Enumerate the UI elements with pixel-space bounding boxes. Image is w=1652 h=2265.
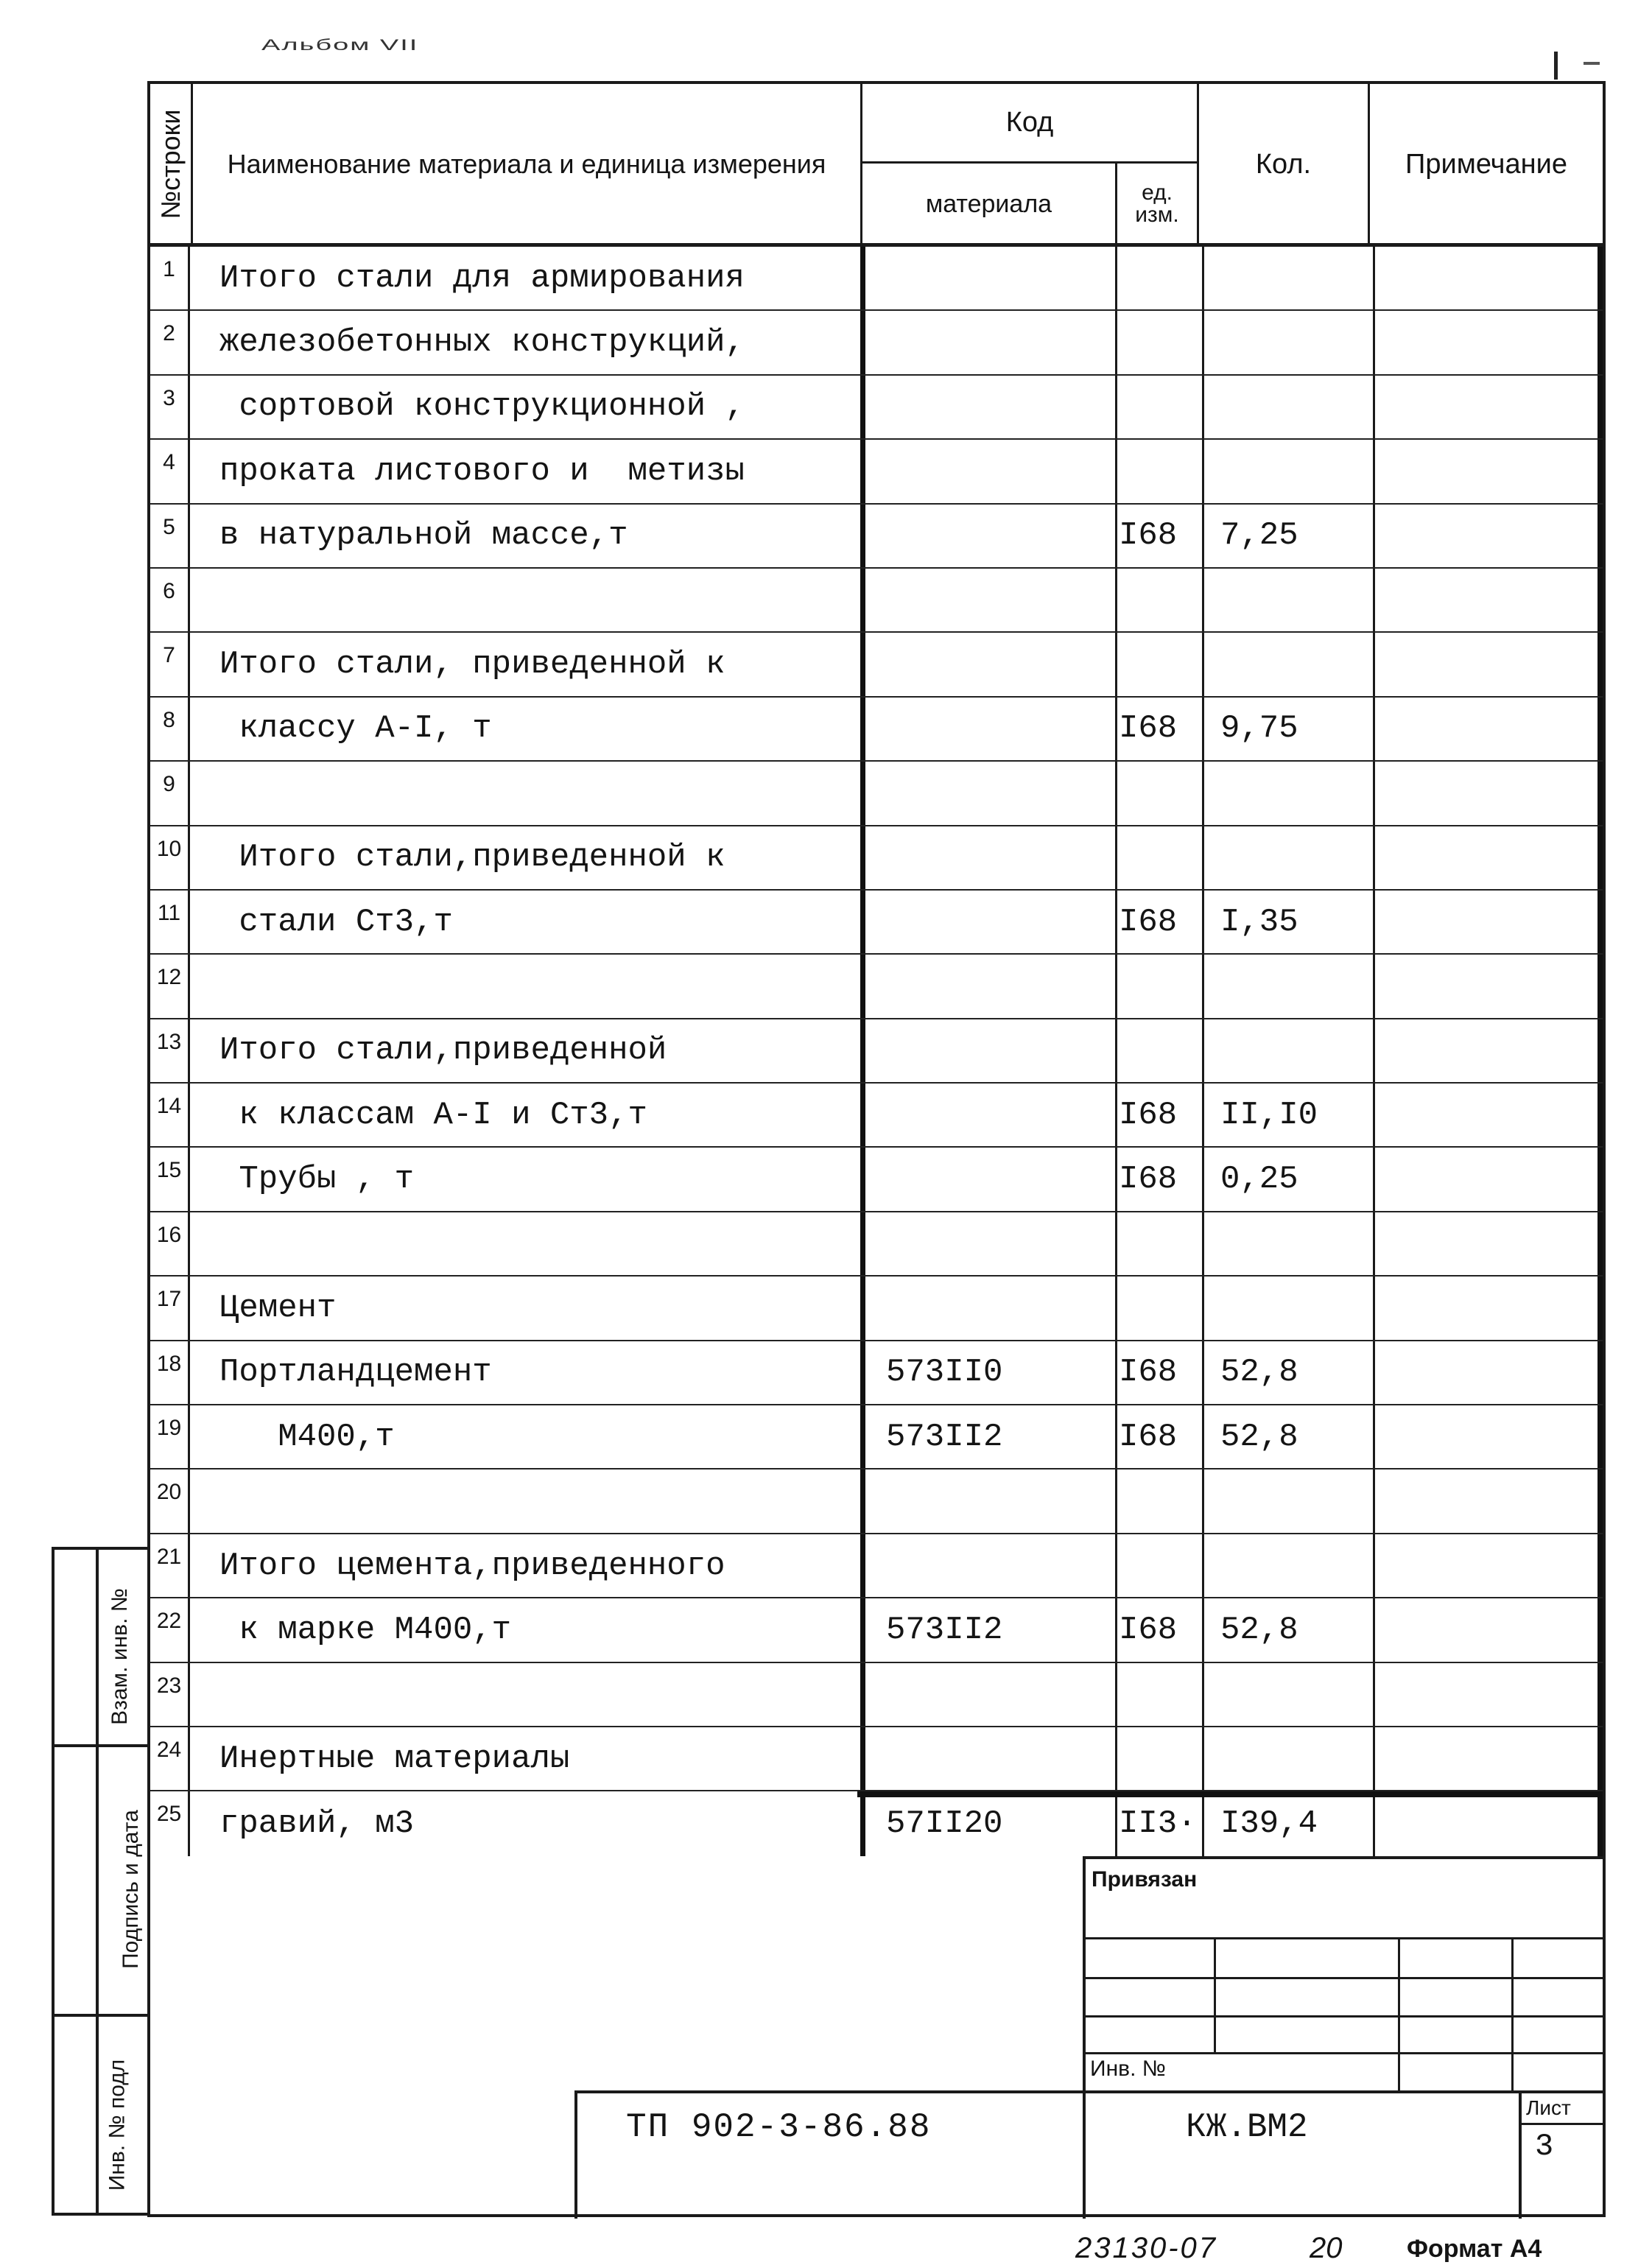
unit-code: I68 (1115, 1148, 1202, 1210)
unit-code (1115, 1469, 1202, 1532)
material-code (860, 633, 1115, 695)
material-name: М400,т (219, 1418, 395, 1455)
table-row (150, 505, 1603, 569)
note (1373, 1341, 1603, 1404)
material-code (860, 826, 1115, 889)
note (1373, 1791, 1603, 1855)
sheet-label: Лист (1526, 2096, 1571, 2119)
table-row (150, 1148, 1603, 1212)
unit-code: I68 (1115, 505, 1202, 567)
material-name: классу А-I, т (219, 710, 492, 748)
material-name: Итого цемента,приведенного (219, 1547, 725, 1584)
quantity (1202, 826, 1373, 889)
material-name: Итого стали,приведенной к (219, 839, 725, 877)
note (1373, 376, 1603, 438)
table-row (150, 762, 1603, 826)
material-name: гравий, м3 (219, 1805, 415, 1843)
note (1373, 569, 1603, 631)
quantity (1202, 247, 1373, 309)
note (1373, 1663, 1603, 1726)
margin-label-inv-orig: Инв. № подл (105, 2059, 130, 2191)
row-number: 3 (150, 376, 190, 438)
quantity: 7,25 (1202, 505, 1373, 567)
table-row (150, 1212, 1603, 1277)
note (1373, 698, 1603, 760)
material-code (860, 1534, 1115, 1597)
quantity (1202, 1663, 1373, 1726)
material-code (860, 1148, 1115, 1210)
material-name (190, 1663, 860, 1726)
unit-code: II3· (1115, 1791, 1202, 1855)
unit-code: I68 (1115, 1084, 1202, 1146)
row-number: 19 (150, 1405, 190, 1468)
row-number: 16 (150, 1212, 190, 1275)
material-name: Портландцемент (219, 1354, 492, 1391)
table-row (150, 955, 1603, 1019)
quantity (1202, 311, 1373, 373)
order-number: 23130-07 (1075, 2232, 1218, 2264)
row-number: 1 (150, 247, 190, 309)
material-name (190, 762, 860, 824)
row-number: 11 (150, 891, 190, 953)
album-caption: Альбом VII (261, 37, 419, 55)
material-code: 573II2 (860, 1405, 1115, 1468)
row-number: 18 (150, 1341, 190, 1404)
material-name: железобетонных конструкций, (219, 324, 745, 362)
header-name: Наименование материала и единица измерения (227, 149, 826, 179)
row-number: 22 (150, 1598, 190, 1661)
note (1373, 1148, 1603, 1210)
quantity (1202, 569, 1373, 631)
row-number: 10 (150, 826, 190, 889)
row-number: 14 (150, 1084, 190, 1146)
quantity: I39,4 (1202, 1791, 1373, 1855)
material-name: Итого стали,приведенной (219, 1032, 667, 1070)
row-number: 2 (150, 311, 190, 373)
sheet-box-divider (1519, 2123, 1603, 2125)
note (1373, 1727, 1603, 1790)
material-name: сортовой конструкционной , (219, 388, 745, 426)
quantity (1202, 1534, 1373, 1597)
quantity: II,I0 (1202, 1084, 1373, 1146)
quantity: 52,8 (1202, 1405, 1373, 1468)
material-name: Итого стали для армирования (219, 259, 745, 297)
material-code (860, 698, 1115, 760)
table-row (150, 1405, 1603, 1469)
note (1373, 1469, 1603, 1532)
note (1373, 762, 1603, 824)
material-code (860, 440, 1115, 502)
material-name (190, 569, 860, 631)
material-code (860, 569, 1115, 631)
unit-code: I68 (1115, 1598, 1202, 1661)
table-row (150, 569, 1603, 633)
material-name (190, 955, 860, 1017)
material-name: в натуральной массе,т (219, 517, 628, 555)
stamp-grid-line (1083, 1977, 1603, 1979)
quantity: 9,75 (1202, 698, 1373, 760)
material-name: проката листового и метизы (219, 452, 745, 490)
material-name: Трубы , т (219, 1161, 415, 1198)
quantity (1202, 1727, 1373, 1790)
stamp-grid-line (1214, 1937, 1216, 2054)
unit-code (1115, 1019, 1202, 1082)
unit-code (1115, 1212, 1202, 1275)
table-row (150, 1534, 1603, 1598)
row-number: 8 (150, 698, 190, 760)
quantity (1202, 1469, 1373, 1532)
copy-number: 20 (1310, 2232, 1343, 2264)
material-code: 57II20 (860, 1791, 1115, 1855)
stamp-grid-line (1083, 2015, 1603, 2018)
material-name (190, 1212, 860, 1275)
note (1373, 1084, 1603, 1146)
note (1373, 505, 1603, 567)
table-row (150, 311, 1603, 375)
document-code: ТП 902-3-86.88 (626, 2108, 932, 2146)
header-rownum: №строки (150, 84, 193, 245)
material-code (860, 247, 1115, 309)
material-code (860, 1212, 1115, 1275)
note (1373, 891, 1603, 953)
margin-strip-separator (52, 1744, 147, 1747)
material-code (860, 505, 1115, 567)
unit-code: I68 (1115, 1405, 1202, 1468)
note (1373, 826, 1603, 889)
quantity: 0,25 (1202, 1148, 1373, 1210)
quantity (1202, 633, 1373, 695)
row-number: 15 (150, 1148, 190, 1210)
materials-table-body (150, 247, 1603, 1856)
quantity (1202, 1277, 1373, 1339)
quantity (1202, 376, 1373, 438)
table-row (150, 1277, 1603, 1341)
note (1373, 1534, 1603, 1597)
quantity (1202, 762, 1373, 824)
note (1373, 633, 1603, 695)
unit-code (1115, 633, 1202, 695)
row-number: 24 (150, 1727, 190, 1790)
inv-number-label: Инв. № (1090, 2057, 1166, 2081)
margin-label-sign-date: Подпись и дата (118, 1810, 143, 1969)
material-code (860, 311, 1115, 373)
unit-code (1115, 1534, 1202, 1597)
material-name: к классам А-I и Ст3,т (219, 1096, 647, 1134)
material-code (860, 1084, 1115, 1146)
stamp-grid-line (1511, 1937, 1514, 2090)
table-row (150, 247, 1603, 311)
material-code: 573II2 (860, 1598, 1115, 1661)
unit-code (1115, 247, 1202, 309)
corner-dash (1584, 62, 1600, 65)
quantity (1202, 955, 1373, 1017)
header-unit-code: ед. изм. (1115, 164, 1199, 245)
document-mark: КЖ.ВМ2 (1186, 2108, 1308, 2146)
note (1373, 1598, 1603, 1661)
row-number: 17 (150, 1277, 190, 1339)
row-number: 9 (150, 762, 190, 824)
header-material-code: материала (860, 164, 1115, 245)
material-code (860, 376, 1115, 438)
corner-mark (1554, 52, 1558, 80)
table-row (150, 826, 1603, 891)
table-row (150, 1084, 1603, 1148)
table-bottom-border (857, 1791, 1603, 1797)
table-row (150, 698, 1603, 762)
unit-code: I68 (1115, 891, 1202, 953)
unit-code: I68 (1115, 1341, 1202, 1404)
paper-format: Формат А4 (1407, 2235, 1542, 2263)
material-code (860, 1663, 1115, 1726)
unit-code (1115, 1727, 1202, 1790)
unit-code (1115, 1277, 1202, 1339)
material-name: Цемент (219, 1289, 337, 1327)
stamp-grid-line (1083, 1937, 1603, 1939)
quantity: 52,8 (1202, 1341, 1373, 1404)
row-number: 21 (150, 1534, 190, 1597)
unit-code (1115, 376, 1202, 438)
material-code (860, 955, 1115, 1017)
unit-code (1115, 955, 1202, 1017)
material-code (860, 1277, 1115, 1339)
material-code (860, 1727, 1115, 1790)
row-number: 4 (150, 440, 190, 502)
margin-label-replace-inv: Взам. инв. № (107, 1588, 132, 1725)
material-name (190, 1469, 860, 1532)
note (1373, 955, 1603, 1017)
quantity (1202, 440, 1373, 502)
table-row (150, 1663, 1603, 1727)
quantity: 52,8 (1202, 1598, 1373, 1661)
row-number: 12 (150, 955, 190, 1017)
table-row (150, 1341, 1603, 1405)
quantity (1202, 1019, 1373, 1082)
table-row (150, 1727, 1603, 1791)
table-row (150, 376, 1603, 440)
material-code (860, 1469, 1115, 1532)
row-number: 6 (150, 569, 190, 631)
unit-code: I68 (1115, 698, 1202, 760)
unit-code (1115, 440, 1202, 502)
material-name: стали Ст3,т (219, 903, 453, 941)
unit-code (1115, 569, 1202, 631)
material-code: 573II0 (860, 1341, 1115, 1404)
row-number: 23 (150, 1663, 190, 1726)
material-code (860, 891, 1115, 953)
note (1373, 1212, 1603, 1275)
stamp-grid-line (1398, 1937, 1400, 2090)
material-code (860, 762, 1115, 824)
material-name: Инертные материалы (219, 1740, 570, 1777)
table-row (150, 1469, 1603, 1534)
material-code (860, 1019, 1115, 1082)
note (1373, 311, 1603, 373)
table-row (150, 1598, 1603, 1662)
material-name: к марке М400,т (219, 1611, 512, 1648)
material-name: Итого стали, приведенной к (219, 646, 725, 684)
stamp-grid-line (1083, 2052, 1603, 2054)
unit-code (1115, 1663, 1202, 1726)
row-number: 13 (150, 1019, 190, 1082)
table-row (150, 1019, 1603, 1084)
note (1373, 247, 1603, 309)
header-code: Код (860, 84, 1199, 164)
unit-code (1115, 762, 1202, 824)
row-number: 25 (150, 1791, 190, 1855)
table-row (150, 1791, 1603, 1855)
bound-label: Привязан (1092, 1867, 1198, 1892)
sheet-number: 3 (1535, 2129, 1554, 2164)
note (1373, 1019, 1603, 1082)
unit-code (1115, 311, 1202, 373)
quantity: I,35 (1202, 891, 1373, 953)
table-row (150, 440, 1603, 504)
row-number: 20 (150, 1469, 190, 1532)
header-quantity: Кол. (1199, 84, 1370, 245)
note (1373, 440, 1603, 502)
row-number: 5 (150, 505, 190, 567)
row-number: 7 (150, 633, 190, 695)
note (1373, 1405, 1603, 1468)
table-row (150, 633, 1603, 697)
unit-code (1115, 826, 1202, 889)
margin-strip-separator (52, 2014, 147, 2017)
margin-strip-divider (96, 1547, 99, 2216)
table-row (150, 891, 1603, 955)
header-note: Примечание (1405, 148, 1567, 180)
quantity (1202, 1212, 1373, 1275)
note (1373, 1277, 1603, 1339)
